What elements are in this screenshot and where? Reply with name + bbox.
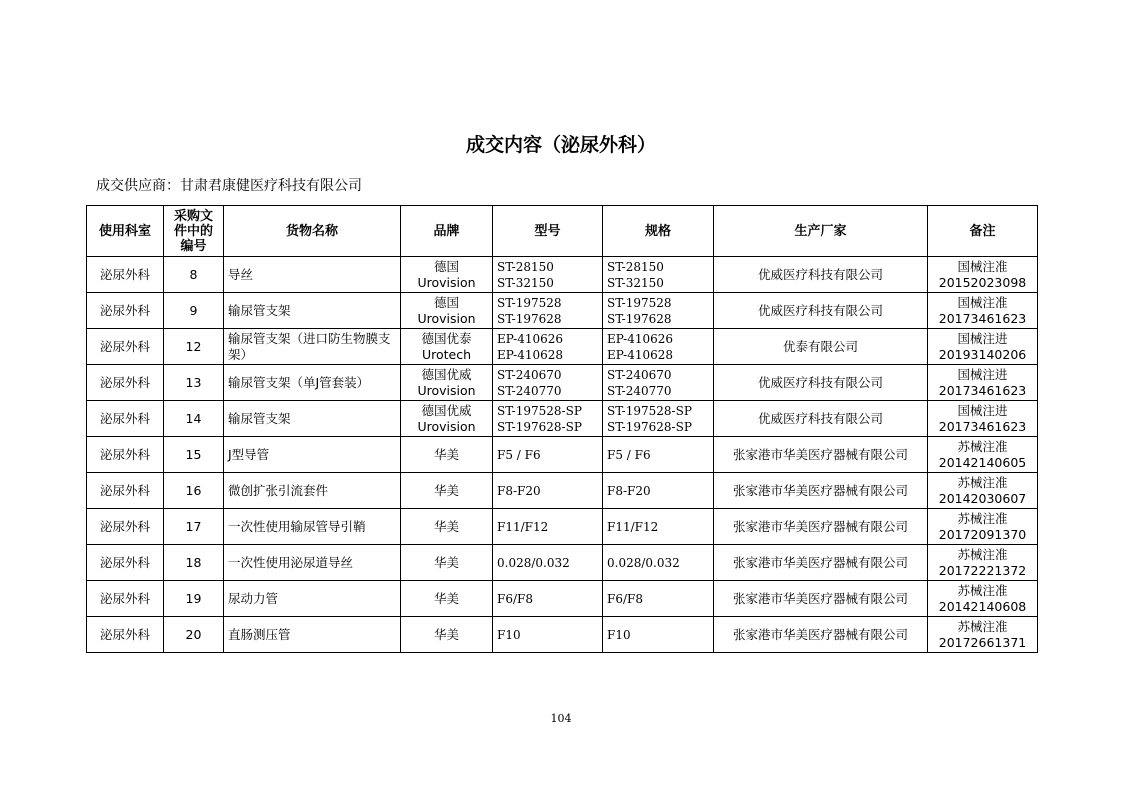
cell-model-line: ST-32150 — [497, 275, 554, 290]
cell-spec — [603, 329, 714, 365]
cell-model-line: ST-240670 — [497, 367, 562, 382]
cell-brand-line: 德国优泰 — [421, 330, 472, 346]
cell-doc-no: 13 — [164, 365, 224, 401]
cell-brand-line: 德国 — [433, 258, 459, 274]
supplier-line: 成交供应商：甘肃君康健医疗科技有限公司 — [96, 178, 362, 194]
cell-model-line: ST-28150 — [497, 259, 554, 274]
cell-manufacturer: 优威医疗科技有限公司 — [714, 365, 928, 401]
table-row — [87, 545, 1038, 581]
cell-dept: 泌尿外科 — [87, 329, 164, 365]
cell-goods-name: 输尿管支架 — [224, 293, 401, 329]
cell-remarks-line: 20173461623 — [938, 310, 1027, 326]
cell-dept: 泌尿外科 — [87, 545, 164, 581]
cell-remarks-line: 20172091370 — [938, 526, 1027, 542]
cell-model-line: EP-410628 — [497, 347, 564, 362]
cell-brand-line: Urotech — [421, 346, 472, 362]
cell-model-line: ST-197628-SP — [497, 419, 582, 434]
cell-spec — [603, 437, 714, 473]
cell-brand — [401, 545, 493, 581]
cell-manufacturer: 张家港市华美医疗器械有限公司 — [714, 509, 928, 545]
cell-model — [493, 437, 603, 473]
cell-doc-no: 19 — [164, 581, 224, 617]
cell-spec-line: ST-32150 — [607, 275, 664, 290]
cell-goods-name: 微创扩张引流套件 — [224, 473, 401, 509]
cell-manufacturer: 张家港市华美医疗器械有限公司 — [714, 473, 928, 509]
cell-goods-name: 一次性使用泌尿道导丝 — [224, 545, 401, 581]
header-doc-no: 采购文件中的编号 — [164, 206, 224, 257]
cell-remarks-line: 国械注进 — [957, 402, 1008, 418]
cell-doc-no: 16 — [164, 473, 224, 509]
cell-model — [493, 365, 603, 401]
cell-model — [493, 473, 603, 509]
cell-manufacturer: 张家港市华美医疗器械有限公司 — [714, 617, 928, 653]
cell-remarks-line: 20172221372 — [938, 562, 1027, 578]
cell-remarks — [928, 257, 1038, 293]
cell-goods-name: 尿动力管 — [224, 581, 401, 617]
cell-brand — [401, 581, 493, 617]
cell-spec — [603, 257, 714, 293]
cell-manufacturer: 优威医疗科技有限公司 — [714, 257, 928, 293]
cell-model — [493, 257, 603, 293]
cell-spec-line: F5 / F6 — [607, 447, 651, 462]
cell-remarks-line: 20152023098 — [938, 274, 1027, 290]
cell-spec — [603, 473, 714, 509]
table-row — [87, 401, 1038, 437]
table-row — [87, 437, 1038, 473]
cell-brand — [401, 257, 493, 293]
cell-model — [493, 293, 603, 329]
cell-manufacturer: 优泰有限公司 — [714, 329, 928, 365]
cell-spec-line: ST-197528-SP — [607, 403, 692, 418]
cell-remarks — [928, 581, 1038, 617]
cell-model-line: 0.028/0.032 — [497, 555, 570, 570]
table-header-row — [87, 206, 1038, 257]
table-row — [87, 509, 1038, 545]
cell-model-line: F5 / F6 — [497, 447, 541, 462]
cell-remarks — [928, 437, 1038, 473]
cell-brand-line: Urovision — [417, 310, 476, 326]
cell-spec-line: ST-197628 — [607, 311, 672, 326]
cell-goods-name: 导丝 — [224, 257, 401, 293]
cell-goods-name: 输尿管支架（单J管套装） — [224, 365, 401, 401]
cell-spec — [603, 365, 714, 401]
header-dept: 使用科室 — [87, 206, 164, 257]
cell-remarks-line: 20142140605 — [938, 454, 1027, 470]
cell-dept: 泌尿外科 — [87, 365, 164, 401]
cell-brand — [401, 437, 493, 473]
cell-brand-line: 华美 — [433, 590, 459, 606]
cell-dept: 泌尿外科 — [87, 473, 164, 509]
cell-spec — [603, 545, 714, 581]
cell-spec-line: ST-197628-SP — [607, 419, 692, 434]
cell-remarks-line: 20142140608 — [938, 598, 1027, 614]
cell-spec-line: F11/F12 — [607, 519, 659, 534]
cell-doc-no: 18 — [164, 545, 224, 581]
header-model: 型号 — [493, 206, 603, 257]
cell-model-line: F11/F12 — [497, 519, 549, 534]
cell-model — [493, 545, 603, 581]
cell-goods-name: 直肠测压管 — [224, 617, 401, 653]
cell-manufacturer: 优威医疗科技有限公司 — [714, 293, 928, 329]
cell-brand — [401, 473, 493, 509]
cell-spec-line: 0.028/0.032 — [607, 555, 680, 570]
cell-model-line: ST-197528-SP — [497, 403, 582, 418]
cell-spec-line: F6/F8 — [607, 591, 643, 606]
cell-remarks-line: 苏械注准 — [957, 546, 1008, 562]
cell-brand — [401, 509, 493, 545]
header-goods-name: 货物名称 — [224, 206, 401, 257]
cell-spec-line: ST-28150 — [607, 259, 664, 274]
header-remarks: 备注 — [928, 206, 1038, 257]
cell-remarks-line: 国械注准 — [957, 258, 1008, 274]
cell-spec — [603, 293, 714, 329]
cell-brand-line: 德国 — [433, 294, 459, 310]
cell-doc-no: 15 — [164, 437, 224, 473]
cell-remarks-line: 20142030607 — [938, 490, 1027, 506]
cell-manufacturer: 优威医疗科技有限公司 — [714, 401, 928, 437]
cell-model-line: F8-F20 — [497, 483, 541, 498]
cell-remarks-line: 苏械注准 — [957, 582, 1008, 598]
cell-spec — [603, 401, 714, 437]
cell-remarks-line: 苏械注准 — [957, 438, 1008, 454]
cell-remarks-line: 20193140206 — [938, 346, 1027, 362]
cell-model-line: F10 — [497, 627, 521, 642]
cell-brand-line: 华美 — [433, 626, 459, 642]
cell-spec-line: EP-410628 — [607, 347, 674, 362]
cell-doc-no: 12 — [164, 329, 224, 365]
table-row — [87, 329, 1038, 365]
cell-model — [493, 617, 603, 653]
cell-brand-line: 华美 — [433, 518, 459, 534]
cell-goods-name: 输尿管支架（进口防生物膜支架） — [224, 329, 401, 365]
cell-remarks-line: 苏械注准 — [957, 618, 1008, 634]
cell-model-line: F6/F8 — [497, 591, 533, 606]
cell-doc-no: 17 — [164, 509, 224, 545]
cell-brand-line: 德国优威 — [421, 366, 472, 382]
table-row — [87, 257, 1038, 293]
cell-remarks — [928, 293, 1038, 329]
cell-brand — [401, 329, 493, 365]
cell-brand-line: 华美 — [433, 446, 459, 462]
cell-model-line: ST-197528 — [497, 295, 562, 310]
cell-remarks — [928, 329, 1038, 365]
cell-dept: 泌尿外科 — [87, 257, 164, 293]
cell-remarks — [928, 509, 1038, 545]
cell-brand-line: Urovision — [417, 418, 476, 434]
page-title: 成交内容（泌尿外科） — [465, 134, 656, 156]
cell-brand — [401, 365, 493, 401]
cell-brand-line: 华美 — [433, 482, 459, 498]
cell-model — [493, 581, 603, 617]
cell-brand-line: 华美 — [433, 554, 459, 570]
cell-doc-no: 9 — [164, 293, 224, 329]
cell-spec-line: ST-240670 — [607, 367, 672, 382]
cell-manufacturer: 张家港市华美医疗器械有限公司 — [714, 545, 928, 581]
cell-remarks-line: 20173461623 — [938, 418, 1027, 434]
cell-model — [493, 401, 603, 437]
cell-model-line: ST-240770 — [497, 383, 562, 398]
table-row — [87, 473, 1038, 509]
cell-remarks-line: 20172661371 — [938, 634, 1027, 650]
cell-spec — [603, 581, 714, 617]
cell-spec-line: ST-240770 — [607, 383, 672, 398]
table-row — [87, 365, 1038, 401]
cell-remarks-line: 国械注进 — [957, 330, 1008, 346]
table-row — [87, 293, 1038, 329]
header-spec: 规格 — [603, 206, 714, 257]
cell-spec-line: ST-197528 — [607, 295, 672, 310]
cell-dept: 泌尿外科 — [87, 509, 164, 545]
cell-dept: 泌尿外科 — [87, 581, 164, 617]
cell-remarks — [928, 617, 1038, 653]
cell-brand — [401, 293, 493, 329]
cell-spec — [603, 509, 714, 545]
cell-model — [493, 509, 603, 545]
header-brand: 品牌 — [401, 206, 493, 257]
cell-dept: 泌尿外科 — [87, 293, 164, 329]
cell-spec — [603, 617, 714, 653]
cell-brand — [401, 617, 493, 653]
cell-model — [493, 329, 603, 365]
cell-doc-no: 8 — [164, 257, 224, 293]
contract-table — [86, 205, 1038, 653]
cell-goods-name: J型导管 — [224, 437, 401, 473]
cell-spec-line: F10 — [607, 627, 631, 642]
cell-remarks-line: 国械注准 — [957, 294, 1008, 310]
cell-remarks-line: 苏械注准 — [957, 474, 1008, 490]
cell-manufacturer: 张家港市华美医疗器械有限公司 — [714, 581, 928, 617]
table-row — [87, 581, 1038, 617]
cell-brand-line: Urovision — [417, 274, 476, 290]
table-row — [87, 617, 1038, 653]
cell-model-line: EP-410626 — [497, 331, 564, 346]
cell-remarks — [928, 365, 1038, 401]
cell-doc-no: 20 — [164, 617, 224, 653]
cell-remarks — [928, 473, 1038, 509]
cell-remarks-line: 20173461623 — [938, 382, 1027, 398]
cell-brand-line: Urovision — [417, 382, 476, 398]
cell-goods-name: 输尿管支架 — [224, 401, 401, 437]
cell-brand — [401, 401, 493, 437]
cell-goods-name: 一次性使用输尿管导引鞘 — [224, 509, 401, 545]
cell-dept: 泌尿外科 — [87, 617, 164, 653]
cell-dept: 泌尿外科 — [87, 401, 164, 437]
cell-remarks-line: 国械注进 — [957, 366, 1008, 382]
header-manufacturer: 生产厂家 — [714, 206, 928, 257]
cell-remarks — [928, 545, 1038, 581]
page-number: 104 — [550, 712, 572, 725]
cell-remarks — [928, 401, 1038, 437]
cell-spec-line: F8-F20 — [607, 483, 651, 498]
cell-dept: 泌尿外科 — [87, 437, 164, 473]
cell-brand-line: 德国优威 — [421, 402, 472, 418]
cell-model-line: ST-197628 — [497, 311, 562, 326]
cell-doc-no: 14 — [164, 401, 224, 437]
cell-spec-line: EP-410626 — [607, 331, 674, 346]
cell-remarks-line: 苏械注准 — [957, 510, 1008, 526]
cell-manufacturer: 张家港市华美医疗器械有限公司 — [714, 437, 928, 473]
